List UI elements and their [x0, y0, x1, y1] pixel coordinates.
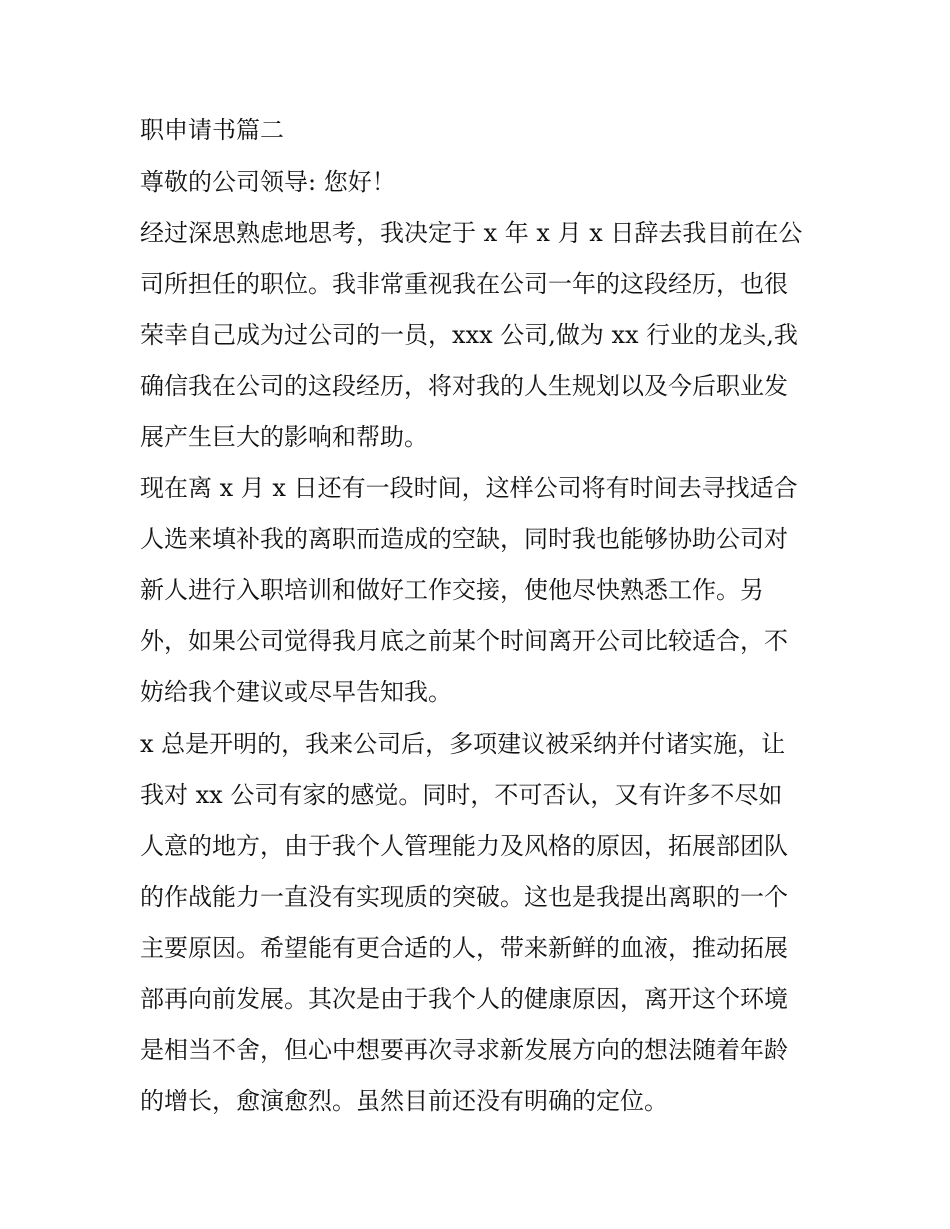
- body-line: 的增长，愈演愈烈。虽然目前还没有明确的定位。: [140, 1087, 668, 1115]
- body-line: 经过深思熟虑地思考，我决定于 x 年 x 月 x 日辞去我目前在公: [140, 219, 803, 247]
- document-title: 职申请书篇二: [140, 116, 284, 144]
- body-line: 是相当不舍，但心中想要再次寻求新发展方向的想法随着年龄: [140, 1036, 788, 1064]
- body-line: 的作战能力一直没有实现质的突破。这也是我提出离职的一个: [140, 883, 788, 911]
- body-line: 司所担任的职位。我非常重视我在公司一年的这段经历，也很: [140, 270, 788, 298]
- body-line: 人意的地方，由于我个人管理能力及风格的原因，拓展部团队: [140, 832, 788, 860]
- body-line: 展产生巨大的影响和帮助。: [140, 423, 428, 451]
- body-line: 外，如果公司觉得我月底之前某个时间离开公司比较适合，不: [140, 627, 788, 655]
- body-line: 人选来填补我的离职而造成的空缺，同时我也能够协助公司对: [140, 525, 788, 553]
- body-line: x 总是开明的，我来公司后，多项建议被采纳并付诸实施，让: [140, 730, 786, 758]
- greeting-line: 尊敬的公司领导: 您好！: [140, 168, 396, 196]
- body-line: 确信我在公司的这段经历，将对我的人生规划以及今后职业发: [140, 372, 788, 400]
- body-line: 主要原因。希望能有更合适的人，带来新鲜的血液，推动拓展: [140, 934, 788, 962]
- body-line: 我对 xx 公司有家的感觉。同时，不可否认，又有许多不尽如: [140, 781, 783, 809]
- body-line: 妨给我个建议或尽早告知我。: [140, 678, 452, 706]
- body-line: 荣幸自己成为过公司的一员，xxx 公司,做为 xx 行业的龙头,我: [140, 321, 798, 349]
- body-line: 现在离 x 月 x 日还有一段时间，这样公司将有时间去寻找适合: [140, 474, 798, 502]
- body-line: 新人进行入职培训和做好工作交接，使他尽快熟悉工作。另: [140, 576, 764, 604]
- body-line: 部再向前发展。其次是由于我个人的健康原因，离开这个环境: [140, 985, 788, 1013]
